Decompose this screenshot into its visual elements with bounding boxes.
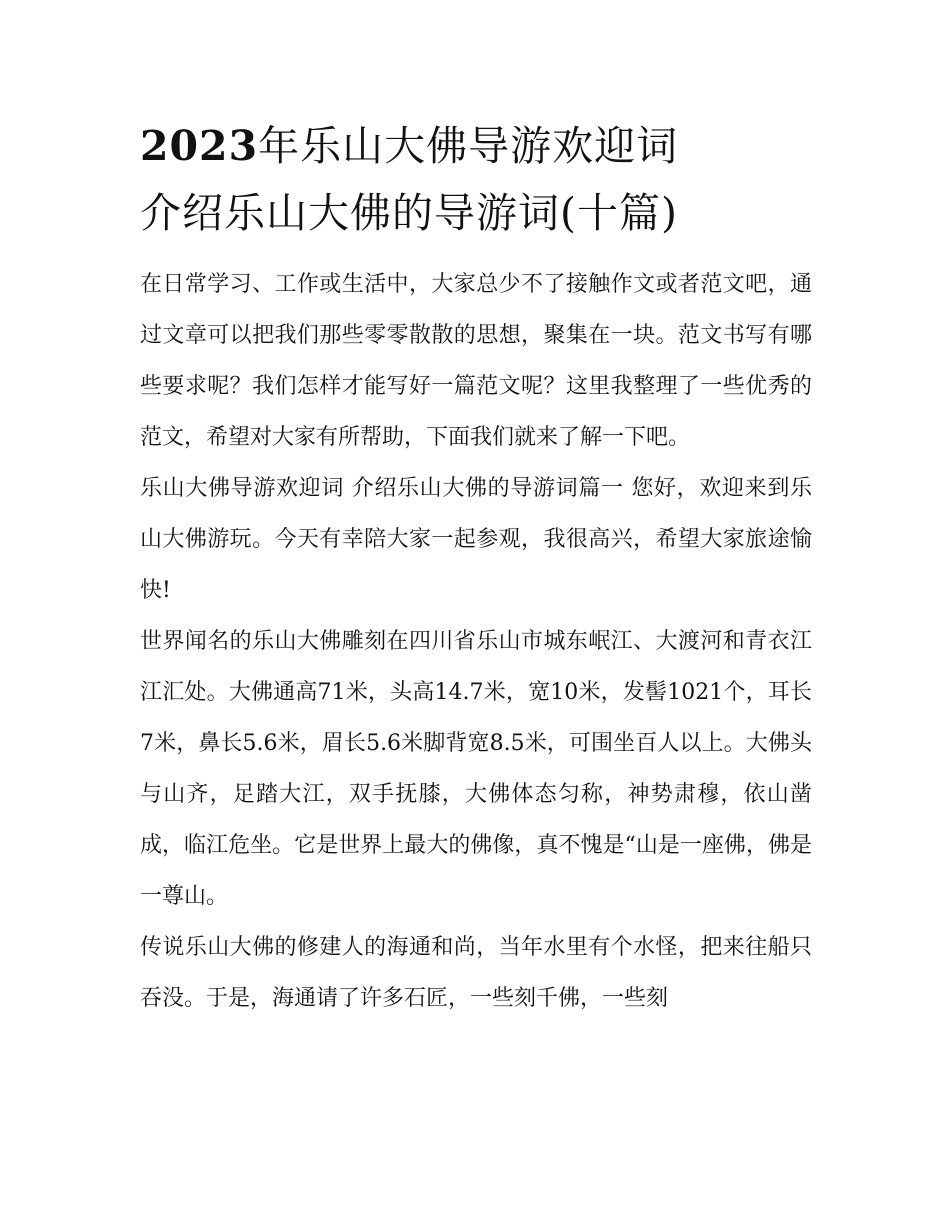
paragraph-description: 世界闻名的乐山大佛雕刻在四川省乐山市城东岷江、大渡河和青衣江江汇处。大佛通高71米，头高14.7米，宽10米，发髻1021个，耳长7米，鼻长5.6米，眉长5.6米脚背宽8.5米，可围坐百人以上。大佛头与山齐，足踏大江，双手抚膝，大佛体态匀称，神势肃穆，依山凿成，临江危坐。它是世界上最大的佛像，真不愧是“山是一座佛，佛是一尊山。 xyxy=(140,629,812,909)
title-year: 2023 xyxy=(140,122,259,170)
document-page xyxy=(140,118,812,1024)
document-title xyxy=(140,118,812,241)
title-line-2: 介绍乐山大佛的导游词(十篇) xyxy=(140,189,678,237)
document-body xyxy=(140,259,812,1024)
paragraph-welcome: 乐山大佛导游欢迎词 介绍乐山大佛的导游词篇一 您好，欢迎来到乐山大佛游玩。今天有幸陪大家一起参观，我很高兴，希望大家旅途愉快! xyxy=(140,476,812,603)
title-line-1 xyxy=(140,118,812,174)
title-line-1-text: 年乐山大佛导游欢迎词 xyxy=(258,122,679,170)
paragraph-legend: 传说乐山大佛的修建人的海通和尚，当年水里有个水怪，把来往船只吞没。于是，海通请了许多石匠，一些刻千佛，一些刻 xyxy=(140,935,812,1011)
paragraph-intro: 在日常学习、工作或生活中，大家总少不了接触作文或者范文吧，通过文章可以把我们那些零零散散的思想，聚集在一块。范文书写有哪些要求呢？我们怎样才能写好一篇范文呢？这里我整理了一些优秀的范文，希望对大家有所帮助，下面我们就来了解一下吧。 xyxy=(140,272,812,450)
